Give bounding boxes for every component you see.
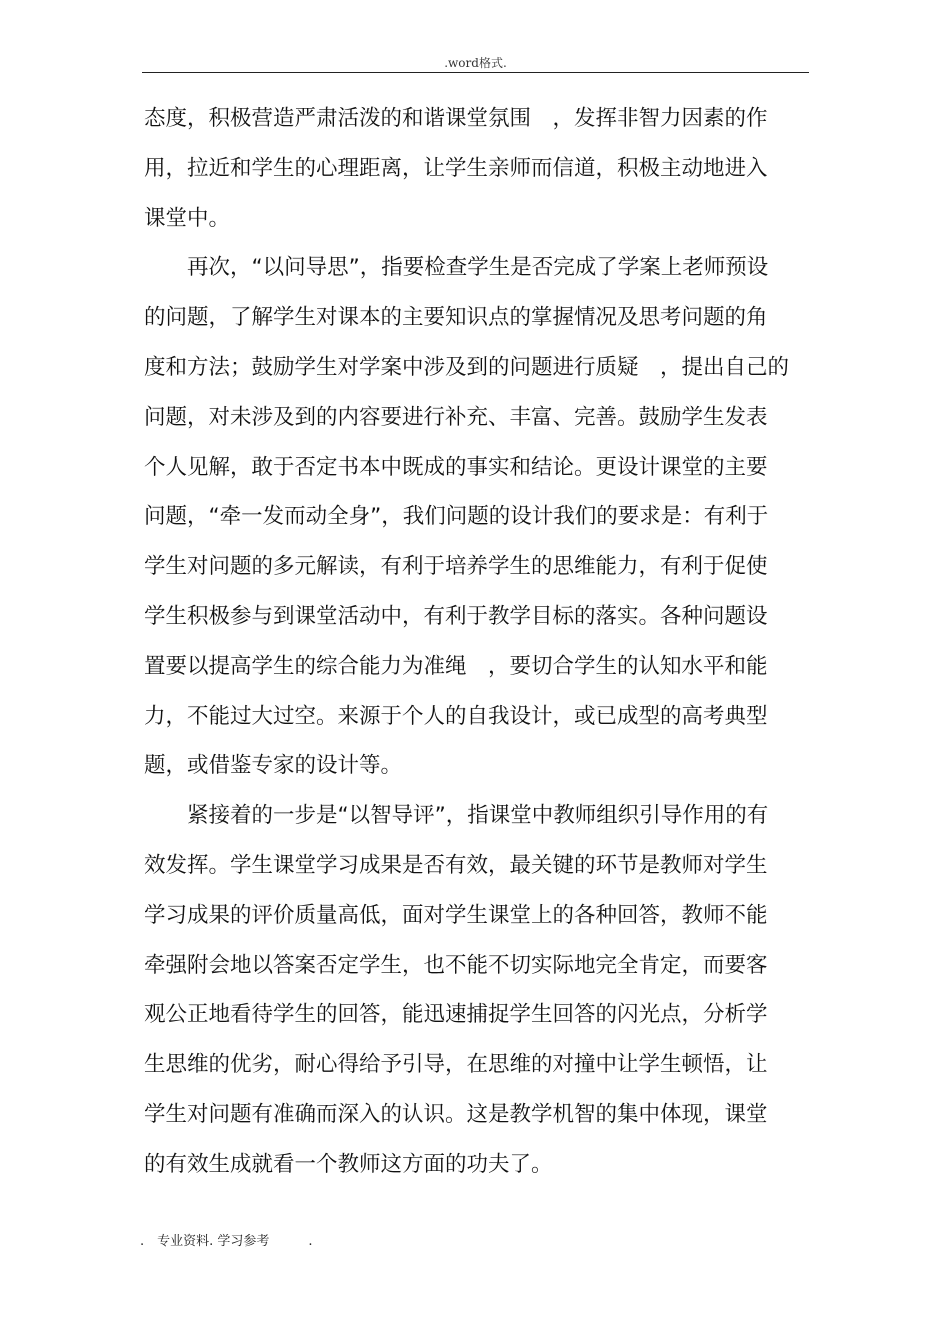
text-line: 学生积极参与到课堂活动中，有利于教学目标的落实。各种问题设 [144, 603, 768, 629]
text-line: 牵强附会地以答案否定学生，也不能不切实际地完全肯定，而要客 [144, 952, 768, 978]
text-line: 生思维的优劣，耐心得给予引导，在思维的对撞中让学生顿悟，让 [144, 1052, 768, 1078]
text-line: 题，或借鉴专家的设计等。 [144, 753, 403, 779]
text-line: 再次，“以问导思”，指要检查学生是否完成了学案上老师预设 [144, 255, 769, 281]
text-line: 问题，对未涉及到的内容要进行补充、丰富、完善。鼓励学生发表 [144, 404, 768, 430]
text-line: 的问题，了解学生对课本的主要知识点的掌握情况及思考问题的角 [144, 305, 768, 331]
text-line: 效发挥。学生课堂学习成果是否有效，最关键的环节是教师对学生 [144, 852, 768, 878]
text-line: 态度，积极营造严肃活泼的和谐课堂氛围 ，发挥非智力因素的作 [144, 106, 768, 131]
text-line: 课堂中。 [144, 205, 231, 231]
text-line: 用，拉近和学生的心理距离，让学生亲师而信道，积极主动地进入 [144, 155, 768, 181]
text-line: 问题，“牵一发而动全身”，我们问题的设计我们的要求是：有利于 [144, 504, 769, 530]
text-line: 的有效生成就看一个教师这方面的功夫了。 [144, 1151, 553, 1177]
page-header: .word格式. [142, 56, 809, 73]
text-line: 紧接着的一步是“以智导评”，指课堂中教师组织引导作用的有 [144, 803, 769, 829]
text-line: 观公正地看待学生的回答，能迅速捕捉学生回答的闪光点，分析学 [144, 1002, 768, 1028]
text-line: 学生对问题的多元解读，有利于培养学生的思维能力，有利于促使 [144, 554, 768, 580]
text-line: 度和方法；鼓励学生对学案中涉及到的问题进行质疑 ，提出自己的 [144, 354, 790, 380]
text-line: 力，不能过大过空。来源于个人的自我设计，或已成型的高考典型 [144, 703, 768, 729]
text-line: 学习成果的评价质量高低，面对学生课堂上的各种回答，教师不能 [144, 902, 768, 928]
page-footer: . 专业资料. 学习参考 . [140, 1234, 313, 1249]
text-line: 个人见解，敢于否定书本中既成的事实和结论。更设计课堂的主要 [144, 454, 768, 480]
document-body [144, 94, 808, 1190]
text-line: 置要以提高学生的综合能力为准绳 ，要切合学生的认知水平和能 [144, 653, 768, 679]
text-line: 学生对问题有准确而深入的认识。这是教学机智的集中体现，课堂 [144, 1101, 768, 1127]
